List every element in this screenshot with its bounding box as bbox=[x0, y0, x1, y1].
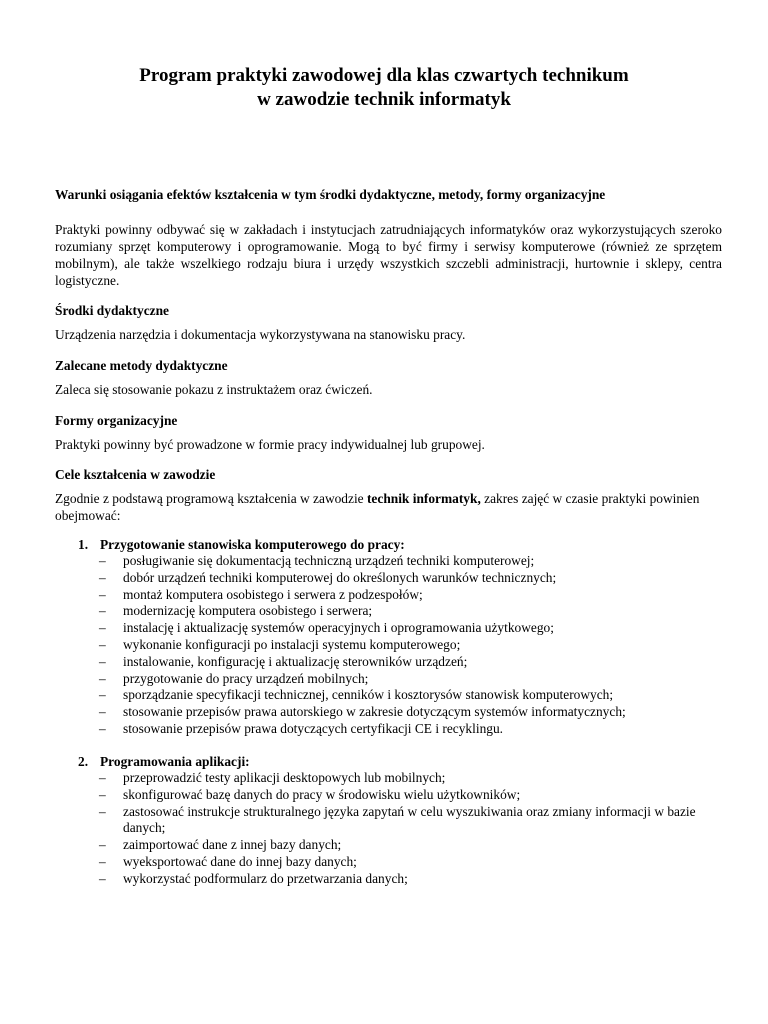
list-item bbox=[99, 603, 723, 620]
list-item bbox=[99, 587, 723, 604]
list-item-text: montaż komputera osobistego i serwera z podzespołów; bbox=[123, 586, 423, 602]
list-item-text: instalację i aktualizację systemów operacyjnych i oprogramowania użytkowego; bbox=[123, 620, 554, 636]
list-item bbox=[99, 871, 723, 888]
dash-bullet: – bbox=[99, 586, 106, 602]
list-item bbox=[99, 721, 723, 738]
list1-heading-text: Przygotowanie stanowiska komputerowego do pracy: bbox=[100, 537, 405, 552]
list-item-text: skonfigurować bazę danych do pracy w środowisku wielu użytkowników; bbox=[123, 786, 521, 802]
list-item-text: posługiwanie się dokumentacją techniczną urządzeń techniki komputerowej; bbox=[123, 553, 535, 568]
dash-bullet: – bbox=[99, 803, 106, 819]
list-item-text: wyeksportować dane do innej bazy danych; bbox=[123, 853, 357, 869]
conditions-heading: Warunki osiągania efektów kształcenia w tym środki dydaktyczne, metody, formy organizacyjne bbox=[55, 187, 606, 202]
list-item-text: sporządzanie specyfikacji technicznej, cenników i kosztorysów stanowisk komputerowych; bbox=[123, 687, 614, 703]
dash-bullet: – bbox=[99, 553, 106, 568]
list-item bbox=[99, 687, 723, 704]
list-item bbox=[99, 837, 723, 854]
forms-heading: Formy organizacyjne bbox=[55, 413, 178, 428]
list1-number: 1. bbox=[78, 537, 89, 552]
list-item bbox=[99, 787, 723, 804]
list-item bbox=[99, 637, 723, 654]
list-item-text: zastosować instrukcje strukturalnego języka zapytań w celu wyszukiwania oraz zmiany informacji w bazie danych; bbox=[123, 803, 696, 836]
dash-bullet: – bbox=[99, 770, 106, 785]
teaching-aids-heading: Środki dydaktyczne bbox=[55, 303, 169, 318]
goals-text-after: zakres zajęć w czasie praktyki powinien obejmować: bbox=[55, 491, 700, 523]
teaching-aids-text: Urządzenia narzędzia i dokumentacja wykorzystywana na stanowisku pracy. bbox=[55, 327, 466, 342]
dash-bullet: – bbox=[99, 620, 106, 636]
goals-heading: Cele kształcenia w zawodzie bbox=[55, 467, 216, 482]
title-line-1: Program praktyki zawodowej dla klas czwartych technikum bbox=[139, 65, 629, 86]
goals-text-bold: technik informatyk, bbox=[366, 491, 481, 506]
list-item-text: stosowanie przepisów prawa dotyczących certyfikacji CE i recyklingu. bbox=[123, 720, 504, 736]
dash-bullet: – bbox=[99, 687, 106, 703]
list-item-text: wykorzystać podformularz do przetwarzania danych; bbox=[123, 870, 408, 886]
list-item-text: zaimportować dane z innej bazy danych; bbox=[123, 837, 342, 853]
dash-bullet: – bbox=[99, 720, 106, 736]
dash-bullet: – bbox=[99, 670, 106, 686]
dash-bullet: – bbox=[99, 853, 106, 869]
list-item bbox=[99, 804, 723, 838]
dash-bullet: – bbox=[99, 786, 106, 802]
dash-bullet: – bbox=[99, 837, 106, 853]
list-item bbox=[99, 704, 723, 721]
dash-bullet: – bbox=[99, 569, 106, 585]
dash-bullet: – bbox=[99, 636, 106, 652]
list-item bbox=[99, 770, 723, 787]
list-item bbox=[99, 570, 723, 587]
dash-bullet: – bbox=[99, 603, 106, 619]
list2-items bbox=[99, 770, 723, 888]
list-item bbox=[99, 620, 723, 637]
dash-bullet: – bbox=[99, 870, 106, 886]
methods-text: Zaleca się stosowanie pokazu z instruktażem oraz ćwiczeń. bbox=[55, 382, 373, 397]
intro-paragraph: Praktyki powinny odbywać się w zakładach i instytucjach zatrudniających informatyków oraz wykorzystujących szeroko rozumiany sprzęt komputerowy i oprogramowanie. Mogą to być firmy i serwisy komputerowe (również ze sprzętem mobilnym), ale także wszelkiego rodzaju biura i urzędy wszystkich szczebli administracji, hurtownie i sklepy, centra logistyczne. bbox=[55, 222, 722, 288]
list-item-text: przygotowanie do pracy urządzeń mobilnych; bbox=[123, 670, 369, 686]
goals-text-before: Zgodnie z podstawą programową kształcenia w zawodzie bbox=[55, 491, 367, 506]
list-item bbox=[99, 671, 723, 688]
list-item-text: wykonanie konfiguracji po instalacji systemu komputerowego; bbox=[123, 636, 461, 652]
forms-text: Praktyki powinny być prowadzone w formie pracy indywidualnej lub grupowej. bbox=[55, 437, 485, 452]
list2-heading-text: Programowania aplikacji: bbox=[100, 754, 250, 769]
list1-items bbox=[99, 553, 723, 738]
list-item bbox=[99, 854, 723, 871]
document-title bbox=[0, 64, 768, 112]
list-item-text: dobór urządzeń techniki komputerowej do określonych warunków technicznych; bbox=[123, 569, 557, 585]
list-item-text: modernizację komputera osobistego i serwera; bbox=[123, 603, 373, 619]
list-item bbox=[99, 654, 723, 671]
title-line-2: w zawodzie technik informatyk bbox=[257, 89, 511, 110]
dash-bullet: – bbox=[99, 653, 106, 669]
goals-text bbox=[55, 490, 722, 524]
list-item-text: przeprowadzić testy aplikacji desktopowych lub mobilnych; bbox=[123, 770, 446, 785]
list-item-text: stosowanie przepisów prawa autorskiego w zakresie dotyczącym systemów informatycznych; bbox=[123, 704, 626, 720]
list-item bbox=[99, 553, 723, 570]
list-item-text: instalowanie, konfigurację i aktualizację sterowników urządzeń; bbox=[123, 653, 468, 669]
list2-number: 2. bbox=[78, 754, 89, 769]
methods-heading: Zalecane metody dydaktyczne bbox=[55, 358, 228, 373]
dash-bullet: – bbox=[99, 704, 106, 720]
